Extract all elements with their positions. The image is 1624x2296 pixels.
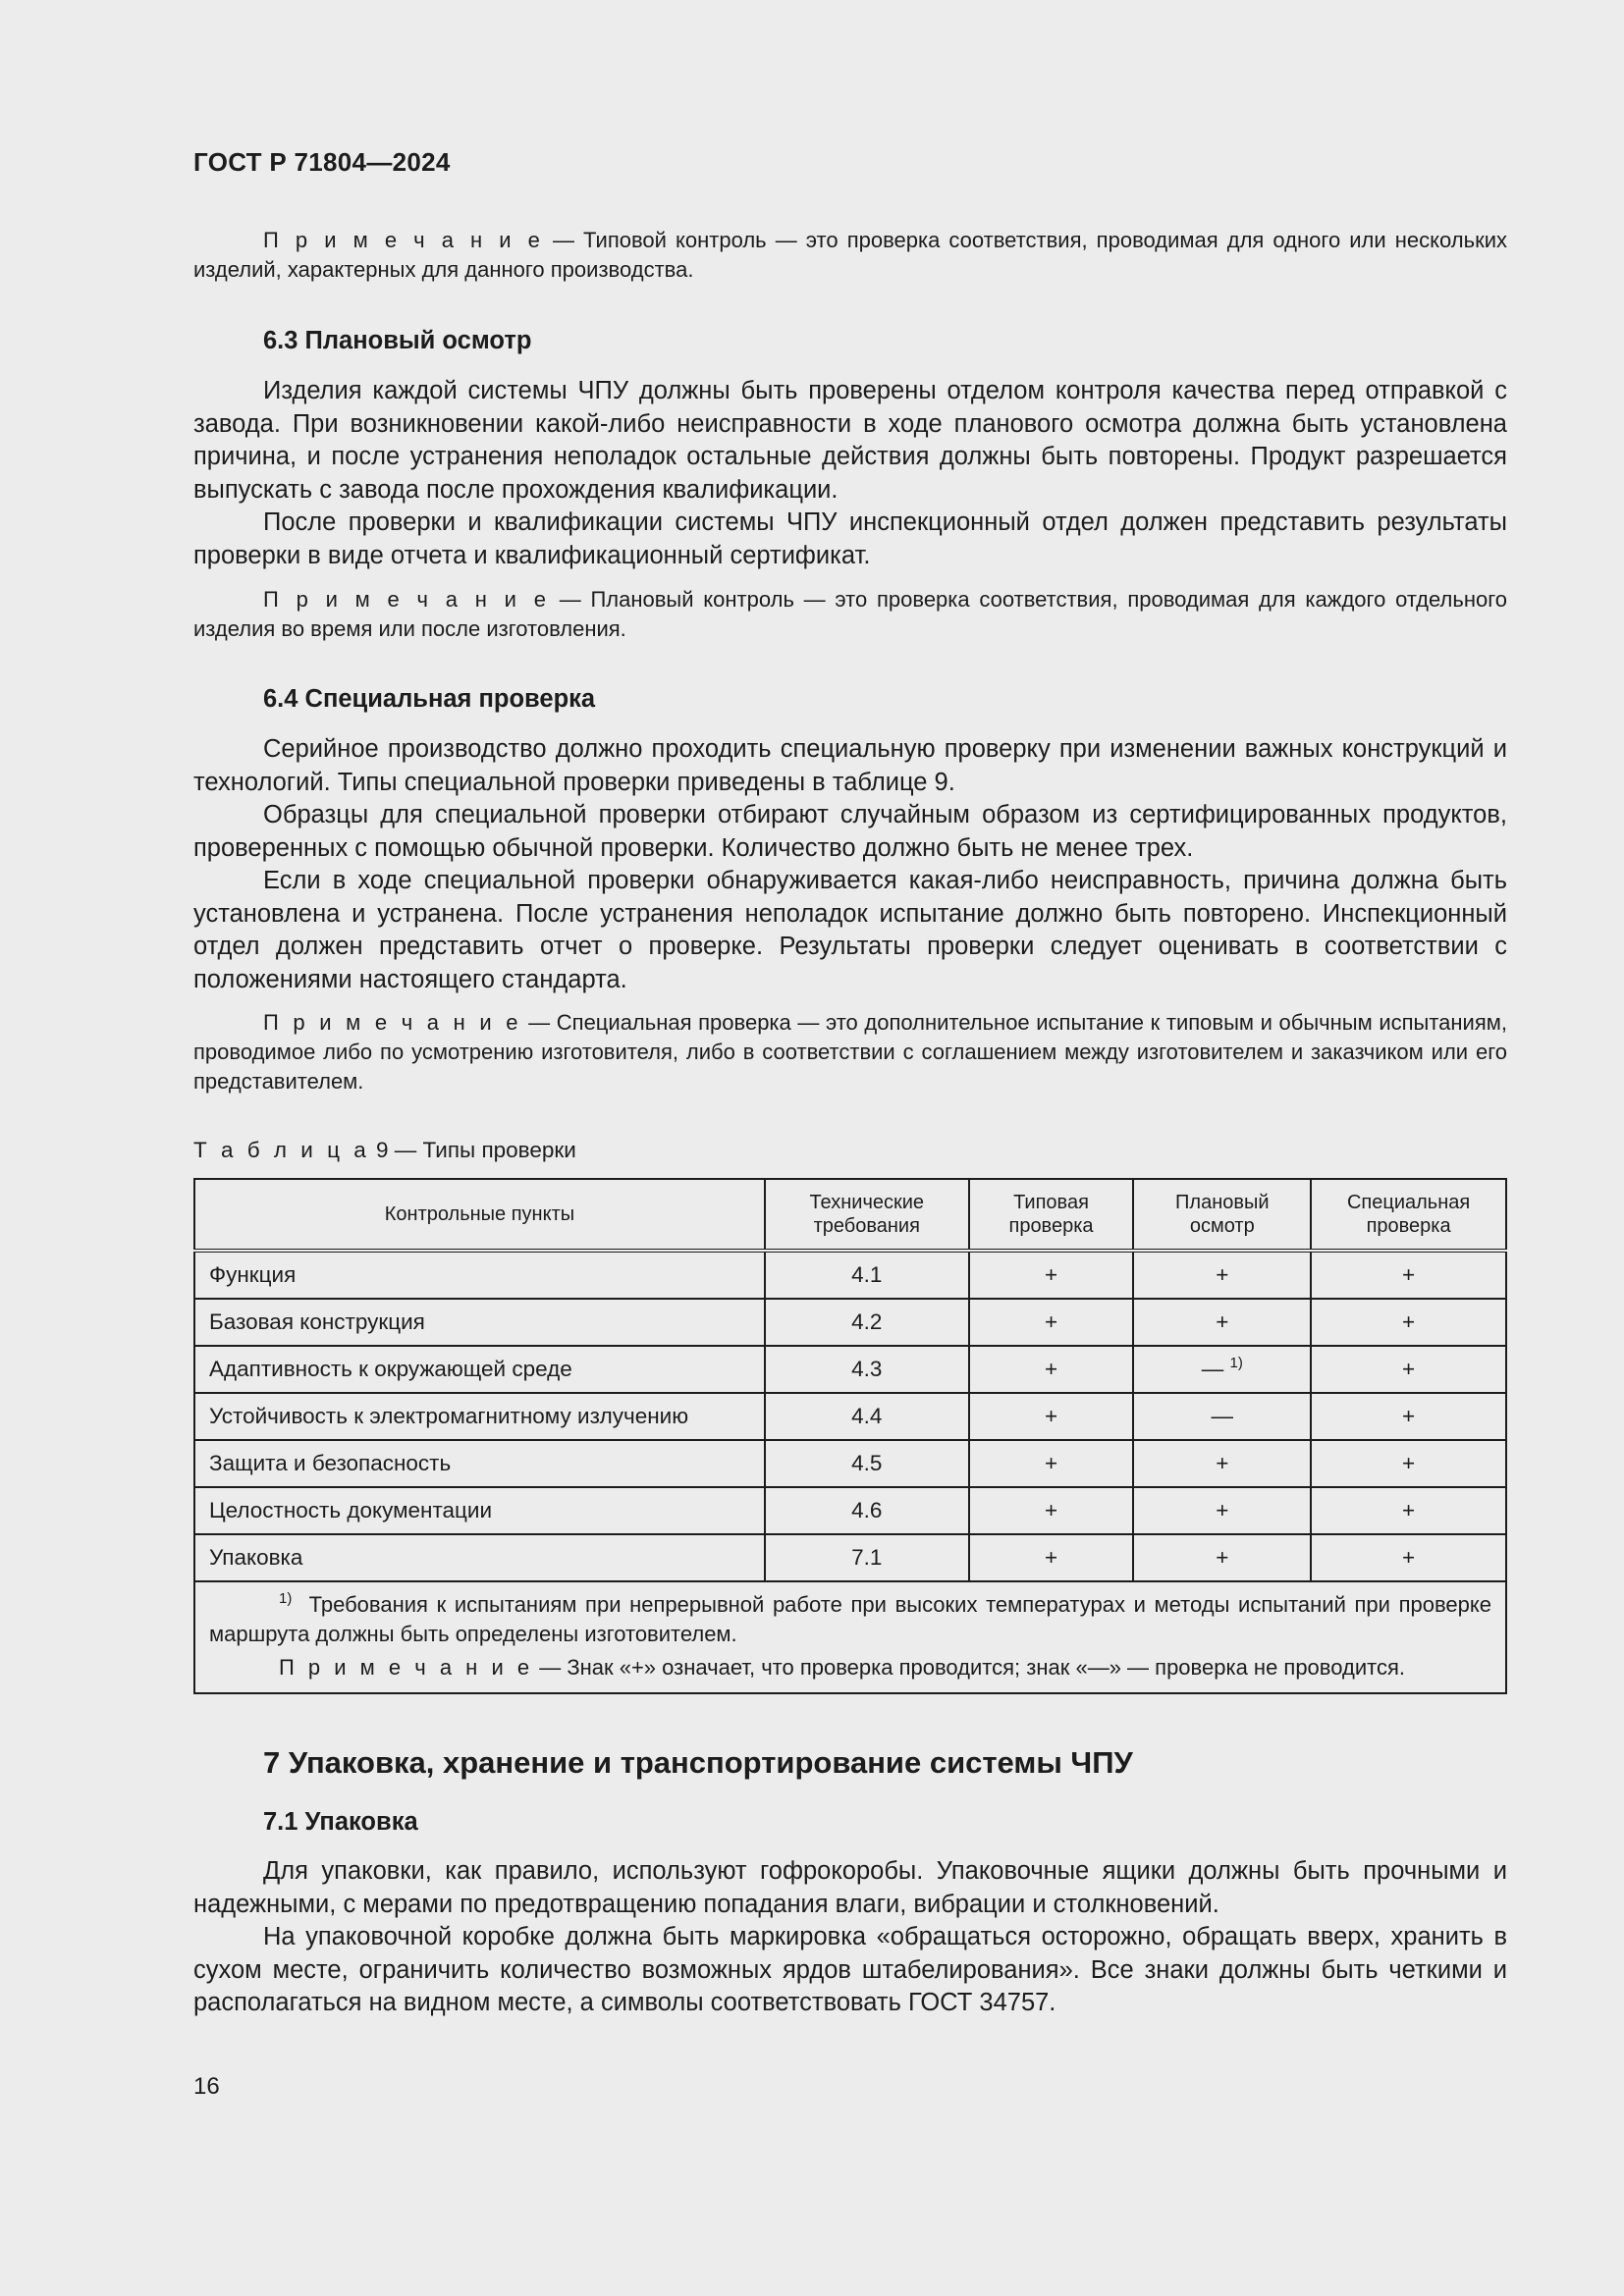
table-cell: Защита и безопасность [194,1440,765,1487]
table-cell: + [969,1299,1134,1346]
section-7-1-title: 7.1 Упаковка [263,1808,418,1836]
paragraph: На упаковочной коробке должна быть маркировка «обращаться осторожно, обращать вверх, хранить в сухом месте, ограничить количество возможных ярдов штабелирования». Все знаки должны быть четкими и располагаться на видном месте, а символы соответствовать ГОСТ 34757. [193,1923,1507,2016]
header-cell: Контрольные пункты [194,1179,765,1251]
table-header-row [194,1179,1506,1251]
table-cell: + [1311,1440,1506,1487]
paragraph: Для упаковки, как правило, используют гофрокоробы. Упаковочные ящики должны быть прочными и надежными, с мерами по предотвращению попадания влаги, вибрации и столкновений. [193,1857,1507,1918]
table-row [194,1393,1506,1440]
table-cell: Адаптивность к окружающей среде [194,1346,765,1393]
table-cell: + [1133,1534,1311,1581]
note-typical-control [193,226,1507,285]
cell-value: — [1201,1357,1224,1381]
table-cell: 4.4 [765,1393,969,1440]
table-row [194,1487,1506,1534]
table-cell: + [969,1440,1134,1487]
note-text: — Специальная проверка — это дополнительное испытание к типовым и обычным испытаниям, проводимое либо по усмотрению изготовителя, либо в соответствии с соглашением между изготовителем и заказчиком или его представителем. [193,1010,1507,1094]
note-special-check [193,1008,1507,1096]
header-cell: Плановый осмотр [1133,1179,1311,1251]
inspection-types-table [193,1178,1507,1694]
table-cell: Целостность документации [194,1487,765,1534]
table-cell: 4.1 [765,1251,969,1299]
table-cell: + [1311,1534,1506,1581]
table-row [194,1346,1506,1393]
table-cell: 4.2 [765,1299,969,1346]
note-label: П р и м е ч а н и е [263,228,544,252]
table-cell: + [1311,1299,1506,1346]
section-7-1-body [193,1855,1507,2020]
header-cell: Типовая проверка [969,1179,1134,1251]
table-cell: — [1133,1393,1311,1440]
note-label: П р и м е ч а н и е [279,1655,534,1680]
footnote-marker: 1) [1229,1355,1243,1371]
table-caption-text: 9 — Типы проверки [369,1138,576,1162]
table-cell: Упаковка [194,1534,765,1581]
table-cell: + [1311,1346,1506,1393]
table-cell: 4.5 [765,1440,969,1487]
table-cell: + [969,1487,1134,1534]
table-cell-with-footnote [1133,1346,1311,1393]
note-planned-control [193,585,1507,644]
table-cell: + [1311,1251,1506,1299]
section-7-title: 7 Упаковка, хранение и транспортирование системы ЧПУ [263,1745,1133,1780]
paragraph: Образцы для специальной проверки отбирают случайным образом из сертифицированных продуктов, проверенных с помощью обычной проверки. Количество должно быть не менее трех. [193,801,1507,862]
footnote-marker: 1) [279,1590,293,1607]
table-cell: + [1133,1251,1311,1299]
paragraph: Если в ходе специальной проверки обнаруживается какая-либо неисправность, причина должна быть установлена и устранена. После устранения неполадок испытание должно быть повторено. Инспекционный отдел должен представить отчет о проверке. Результаты проверки следует оценивать в соответствии с положениями настоящего стандарта. [193,867,1507,993]
section-6-3-body [193,375,1507,572]
table-cell: + [1133,1487,1311,1534]
table-row [194,1534,1506,1581]
table-cell: Устойчивость к электромагнитному излучению [194,1393,765,1440]
paragraph: После проверки и квалификации системы ЧПУ инспекционный отдел должен представить результаты проверки в виде отчета и квалификационный сертификат. [193,508,1507,569]
table-cell: + [1311,1393,1506,1440]
table-cell: 4.6 [765,1487,969,1534]
header-cell: Специальная проверка [1311,1179,1506,1251]
table-cell: Функция [194,1251,765,1299]
table-row [194,1251,1506,1299]
section-6-4-body [193,733,1507,996]
table-cell: 4.3 [765,1346,969,1393]
table-cell: + [1133,1299,1311,1346]
table-cell: Базовая конструкция [194,1299,765,1346]
note-label: П р и м е ч а н и е [263,1010,522,1035]
table-cell: + [969,1393,1134,1440]
table-caption [193,1138,576,1163]
table-cell: 7.1 [765,1534,969,1581]
paragraph: Серийное производство должно проходить специальную проверку при изменении важных конструкций и технологий. Типы специальной проверки приведены в таблице 9. [193,735,1507,796]
footnote-text: Требования к испытаниям при непрерывной работе при высоких температурах и методы испытаний при проверке маршрута должны быть определены изготовителем. [209,1592,1491,1646]
table-cell: + [969,1346,1134,1393]
table-row [194,1440,1506,1487]
table-footnotes [194,1581,1506,1693]
header-cell: Технические требования [765,1179,969,1251]
table-cell: + [969,1251,1134,1299]
table-cell: + [969,1534,1134,1581]
table-footer-row [194,1581,1506,1693]
section-6-4-title: 6.4 Специальная проверка [263,685,596,713]
section-6-3-title: 6.3 Плановый осмотр [263,327,532,354]
table-cell: + [1311,1487,1506,1534]
note-text: — Типовой контроль — это проверка соответствия, проводимая для одного или нескольких изделий, характерных для данного производства. [193,228,1507,282]
document-header: ГОСТ Р 71804—2024 [193,147,451,177]
paragraph: Изделия каждой системы ЧПУ должны быть проверены отделом контроля качества перед отправкой с завода. При возникновении какой-либо неисправности в ходе планового осмотра должна быть установлена причина, и после устранения неполадок остальные действия должны быть повторены. Продукт разрешается выпускать с завода после прохождения квалификации. [193,377,1507,504]
page-number: 16 [193,2073,220,2100]
table-cell: + [1133,1440,1311,1487]
table-row [194,1299,1506,1346]
note-label: П р и м е ч а н и е [263,587,550,612]
note-text: — Знак «+» означает, что проверка проводится; знак «—» — проверка не проводится. [533,1655,1405,1680]
table-caption-label: Т а б л и ц а [193,1138,370,1162]
note-text: — Плановый контроль — это проверка соответствия, проводимая для каждого отдельного изделия во время или после изготовления. [193,587,1507,641]
